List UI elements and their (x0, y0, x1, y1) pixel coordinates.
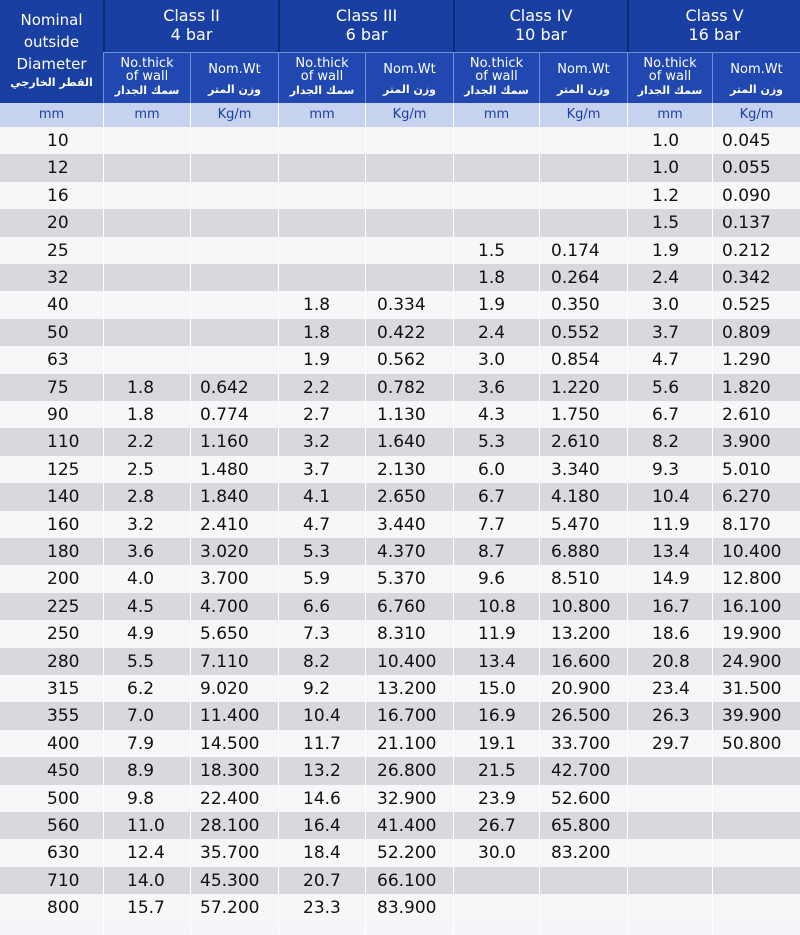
class-v-thickness-cell: 23.4 (652, 679, 690, 699)
diameter-cell: 63 (47, 350, 69, 371)
class-v-weight-header (712, 52, 800, 103)
class-iii-weight-header (365, 52, 453, 103)
table-row (0, 785, 800, 812)
column-divider (539, 127, 540, 935)
class-iii-name: Class III (335, 6, 398, 25)
class-ii-thickness-cell: 12.4 (127, 843, 165, 864)
class-v-thickness-cell: 26.3 (652, 706, 690, 727)
class-iv-thickness-cell: 5.3 (478, 432, 506, 453)
class-v-thickness-cell: 16.7 (652, 596, 690, 617)
class-ii-thickness-cell: 2.8 (127, 487, 155, 508)
column-divider (627, 127, 628, 935)
diameter-cell: 315 (47, 679, 80, 699)
class-iv-weight-cell: 5.470 (551, 514, 600, 535)
class-iv-thickness-cell: 8.7 (478, 542, 506, 562)
class-iii-pressure: 6 bar (345, 25, 388, 44)
class-ii-weight-cell: 9.020 (200, 679, 249, 699)
class-v-weight-cell: 5.010 (722, 459, 771, 480)
table-row (0, 154, 800, 181)
class-v-weight-cell: 31.500 (722, 679, 782, 699)
class-ii-weight-cell: 3.020 (200, 542, 249, 562)
class-iv-weight-unit: Kg/m (539, 103, 627, 127)
class-iii-thickness-cell: 18.4 (303, 843, 341, 864)
class-iv-thickness-cell: 2.4 (478, 322, 506, 343)
class-v-weight-cell: 0.090 (722, 185, 771, 206)
diameter-cell: 800 (47, 898, 80, 919)
diameter-cell: 225 (47, 596, 80, 617)
class-iii-weight-cell: 10.400 (377, 651, 437, 672)
diameter-cell: 450 (47, 761, 80, 782)
class-ii-weight-cell: 5.650 (200, 624, 249, 645)
class-iv-thickness-cell: 19.1 (478, 733, 516, 754)
class-iii-thickness-cell: 11.7 (303, 733, 341, 754)
diameter-cell: 280 (47, 651, 80, 672)
class-iii-weight-cell: 8.310 (377, 624, 426, 645)
class-ii-thickness-unit: mm (103, 103, 190, 127)
table-row (0, 483, 800, 510)
class-iii-weight-cell: 1.130 (377, 405, 426, 425)
class-v-thickness-cell: 29.7 (652, 733, 690, 754)
class-ii-weight-cell: 35.700 (200, 843, 260, 864)
class-ii-weight-cell: 22.400 (200, 788, 260, 809)
class-ii-thickness-cell: 5.5 (127, 651, 155, 672)
class-v-weight-cell: 3.900 (722, 432, 771, 453)
class-ii-weight-cell: 2.410 (200, 514, 249, 535)
class-v-thickness-cell: 3.7 (652, 322, 680, 343)
class-ii-thickness-cell: 1.8 (127, 377, 155, 398)
class-iv-weight-cell: 0.350 (551, 295, 600, 316)
class-iii-weight-cell: 6.760 (377, 596, 426, 617)
class-v-weight-cell: 6.270 (722, 487, 771, 508)
column-divider (103, 127, 104, 935)
class-iii-thickness-cell: 9.2 (303, 679, 331, 699)
diameter-cell: 40 (47, 295, 69, 316)
class-iii-thickness-cell: 1.8 (303, 322, 331, 343)
column-divider (190, 127, 191, 935)
class-v-weight-cell: 50.800 (722, 733, 782, 754)
class-v-thickness-cell: 9.3 (652, 459, 680, 480)
diameter-label-2: outside (23, 33, 80, 51)
class-iv-weight-cell: 4.180 (551, 487, 600, 508)
class-iii-thickness-cell: 2.2 (303, 377, 331, 398)
class-v-weight-cell: 10.400 (722, 542, 782, 562)
class-iv-weight-cell: 8.510 (551, 569, 600, 590)
class-v-thickness-cell: 1.2 (652, 185, 680, 206)
class-ii-weight-cell: 1.160 (200, 432, 249, 453)
class-iii-thickness-cell: 10.4 (303, 706, 341, 727)
class-ii-weight-header (190, 52, 278, 103)
weight-label: Nom.Wt (557, 62, 610, 77)
class-iv-thickness-cell: 15.0 (478, 679, 516, 699)
diameter-cell: 250 (47, 624, 80, 645)
class-iii-weight-cell: 13.200 (377, 679, 437, 699)
diameter-cell: 400 (47, 733, 80, 754)
class-v-weight-cell: 0.525 (722, 295, 771, 316)
diameter-cell: 140 (47, 487, 80, 508)
class-v-weight-cell: 0.137 (722, 213, 771, 234)
class-v-pressure: 16 bar (688, 25, 741, 44)
diameter-cell: 125 (47, 459, 80, 480)
thick-label-2: of wall (648, 69, 692, 84)
class-v-thickness-cell: 20.8 (652, 651, 690, 672)
class-v-thickness-cell: 13.4 (652, 542, 690, 562)
class-iv-thickness-cell: 10.8 (478, 596, 516, 617)
class-ii-weight-cell: 0.774 (200, 405, 249, 425)
table-row (0, 319, 800, 346)
table-row (0, 839, 800, 866)
class-iv-weight-cell: 20.900 (551, 679, 611, 699)
class-iv-thickness-cell: 1.5 (478, 240, 506, 261)
class-iii-weight-cell: 83.900 (377, 898, 437, 919)
diameter-cell: 200 (47, 569, 80, 590)
class-v-weight-cell: 0.055 (722, 158, 771, 179)
table-row (0, 346, 800, 373)
class-iii-weight-cell: 32.900 (377, 788, 437, 809)
class-v-thickness-cell: 14.9 (652, 569, 690, 590)
table-row (0, 511, 800, 538)
class-iv-weight-cell: 3.340 (551, 459, 600, 480)
diameter-cell: 500 (47, 788, 80, 809)
diameter-cell: 90 (47, 405, 69, 425)
class-ii-thickness-cell: 15.7 (127, 898, 165, 919)
thick-label-2: of wall (475, 69, 518, 84)
class-iv-thickness-cell: 1.9 (478, 295, 506, 316)
class-iii-weight-cell: 21.100 (377, 733, 437, 754)
class-iv-weight-cell: 52.600 (551, 788, 611, 809)
class-iii-weight-cell: 1.640 (377, 432, 426, 453)
class-ii-thickness-cell: 4.5 (127, 596, 155, 617)
diameter-cell: 50 (47, 322, 69, 343)
diameter-cell: 12 (47, 158, 69, 179)
class-iii-weight-cell: 2.130 (377, 459, 426, 480)
class-v-weight-cell: 2.610 (722, 405, 771, 425)
class-v-thickness-cell: 6.7 (652, 405, 680, 425)
table-row (0, 182, 800, 209)
class-ii-thickness-header (103, 52, 190, 103)
class-ii-weight-cell: 1.480 (200, 459, 249, 480)
table-row (0, 291, 800, 318)
weight-label-arabic: وزن المتر (730, 83, 783, 96)
class-iv-thickness-cell: 11.9 (478, 624, 516, 645)
class-ii-weight-cell: 18.300 (200, 761, 260, 782)
table-row (0, 648, 800, 675)
diameter-cell: 20 (47, 213, 69, 234)
class-iii-weight-cell: 52.200 (377, 843, 437, 864)
class-iii-thickness-cell: 5.3 (303, 542, 331, 562)
thick-label-1: No.thick (120, 56, 174, 71)
table-row (0, 428, 800, 455)
class-iv-thickness-cell: 26.7 (478, 816, 516, 836)
class-iv-thickness-cell: 21.5 (478, 761, 516, 782)
column-divider (712, 127, 713, 935)
class-v-weight-cell: 8.170 (722, 514, 771, 535)
class-iii-thickness-header (278, 52, 365, 103)
class-iii-weight-cell: 0.782 (377, 377, 426, 398)
class-v-thickness-cell: 4.7 (652, 350, 680, 371)
diameter-cell: 110 (47, 432, 80, 453)
class-iii-thickness-cell: 1.9 (303, 350, 331, 371)
class-v-thickness-cell: 1.9 (652, 240, 680, 261)
class-iv-weight-cell: 10.800 (551, 596, 611, 617)
class-v-weight-cell: 0.212 (722, 240, 771, 261)
table-row (0, 237, 800, 264)
class-ii-pressure: 4 bar (170, 25, 213, 44)
class-iii-weight-cell: 0.422 (377, 322, 426, 343)
thick-label-2: of wall (300, 69, 344, 84)
thick-label-arabic: سمك الجدار (464, 84, 529, 97)
class-iii-thickness-cell: 23.3 (303, 898, 341, 919)
class-ii-weight-cell: 11.400 (200, 706, 260, 727)
class-v-thickness-cell: 1.0 (652, 131, 680, 151)
class-v-thickness-unit: mm (627, 103, 712, 127)
column-divider (278, 127, 279, 935)
diameter-cell: 32 (47, 268, 69, 288)
class-v-thickness-cell: 1.0 (652, 158, 680, 179)
table-row (0, 812, 800, 839)
table-row (0, 456, 800, 483)
class-iv-weight-cell: 2.610 (551, 432, 600, 453)
class-v-weight-cell: 19.900 (722, 624, 782, 645)
diameter-cell: 25 (47, 240, 69, 261)
class-iv-thickness-cell: 6.0 (478, 459, 506, 480)
class-iii-weight-cell: 4.370 (377, 542, 426, 562)
diameter-label-arabic: القطر الخارجي (10, 76, 93, 89)
class-v-thickness-cell: 1.5 (652, 213, 680, 234)
class-iii-thickness-cell: 13.2 (303, 761, 341, 782)
class-iv-weight-cell: 0.264 (551, 268, 600, 288)
class-ii-name: Class II (163, 6, 220, 25)
table-row (0, 757, 800, 784)
class-v-weight-cell: 16.100 (722, 596, 782, 617)
class-iv-thickness-cell: 4.3 (478, 405, 506, 425)
diameter-header (0, 0, 103, 103)
class-iv-thickness-cell: 6.7 (478, 487, 506, 508)
class-v-weight-cell: 39.900 (722, 706, 782, 727)
table-row (0, 538, 800, 565)
class-iii-weight-cell: 5.370 (377, 569, 426, 590)
class-v-thickness-cell: 18.6 (652, 624, 690, 645)
weight-label-arabic: وزن المتر (208, 83, 261, 96)
class-v-thickness-cell: 11.9 (652, 514, 690, 535)
class-iii-header (278, 0, 453, 52)
class-iv-thickness-cell: 1.8 (478, 268, 506, 288)
weight-label-arabic: وزن المتر (557, 83, 610, 96)
class-v-thickness-cell: 2.4 (652, 268, 680, 288)
table-row (0, 675, 800, 702)
class-iv-weight-cell: 0.552 (551, 322, 600, 343)
class-ii-weight-cell: 57.200 (200, 898, 260, 919)
class-iii-thickness-unit: mm (278, 103, 365, 127)
class-ii-thickness-cell: 7.9 (127, 733, 155, 754)
class-v-weight-cell: 12.800 (722, 569, 782, 590)
class-iv-thickness-cell: 9.6 (478, 569, 506, 590)
diameter-label-3: Diameter (16, 55, 87, 73)
class-iii-thickness-cell: 1.8 (303, 295, 331, 316)
class-v-weight-cell: 0.045 (722, 131, 771, 151)
class-iv-thickness-cell: 30.0 (478, 843, 516, 864)
class-iii-thickness-cell: 7.3 (303, 624, 331, 645)
class-ii-thickness-cell: 14.0 (127, 870, 165, 891)
table-row (0, 620, 800, 647)
diameter-unit: mm (38, 107, 65, 122)
class-ii-weight-cell: 14.500 (200, 733, 260, 754)
class-ii-thickness-cell: 9.8 (127, 788, 155, 809)
class-ii-weight-cell: 4.700 (200, 596, 249, 617)
class-iii-weight-cell: 0.334 (377, 295, 426, 316)
diameter-cell: 630 (47, 843, 80, 864)
class-v-name: Class V (685, 6, 744, 25)
diameter-cell: 160 (47, 514, 80, 535)
class-iii-weight-cell: 26.800 (377, 761, 437, 782)
table-row (0, 593, 800, 620)
class-iii-weight-cell: 16.700 (377, 706, 437, 727)
class-v-weight-cell: 1.290 (722, 350, 771, 371)
diameter-cell: 10 (47, 131, 69, 151)
class-ii-thickness-cell: 8.9 (127, 761, 155, 782)
table-row (0, 867, 800, 894)
class-v-weight-cell: 0.809 (722, 322, 771, 343)
class-iv-weight-cell: 83.200 (551, 843, 611, 864)
column-divider (365, 127, 366, 935)
class-v-weight-cell: 1.820 (722, 377, 771, 398)
class-v-thickness-cell: 10.4 (652, 487, 690, 508)
class-ii-thickness-cell: 6.2 (127, 679, 155, 699)
class-v-weight-unit: Kg/m (712, 103, 800, 127)
class-iv-weight-cell: 0.174 (551, 240, 600, 261)
diameter-cell: 710 (47, 870, 80, 891)
class-iii-weight-cell: 41.400 (377, 816, 437, 836)
class-iv-weight-cell: 1.750 (551, 405, 600, 425)
class-iii-weight-cell: 0.562 (377, 350, 426, 371)
class-iv-thickness-header (453, 52, 539, 103)
class-iii-thickness-cell: 5.9 (303, 569, 331, 590)
class-iv-weight-cell: 0.854 (551, 350, 600, 371)
diameter-cell: 560 (47, 816, 80, 836)
thick-label-arabic: سمك الجدار (637, 84, 703, 97)
class-ii-thickness-cell: 2.2 (127, 432, 155, 453)
class-ii-thickness-cell: 1.8 (127, 405, 155, 425)
class-iii-thickness-cell: 6.6 (303, 596, 331, 617)
class-ii-thickness-cell: 4.0 (127, 569, 155, 590)
class-ii-weight-cell: 45.300 (200, 870, 260, 891)
class-iii-weight-cell: 2.650 (377, 487, 426, 508)
class-iii-thickness-cell: 4.7 (303, 514, 331, 535)
class-iii-weight-unit: Kg/m (365, 103, 453, 127)
class-ii-thickness-cell: 2.5 (127, 459, 155, 480)
class-iii-thickness-cell: 14.6 (303, 788, 341, 809)
class-iii-thickness-cell: 2.7 (303, 405, 331, 425)
class-iv-thickness-cell: 7.7 (478, 514, 506, 535)
class-iv-thickness-cell: 13.4 (478, 651, 516, 672)
class-iv-weight-cell: 42.700 (551, 761, 611, 782)
class-iv-thickness-cell: 3.0 (478, 350, 506, 371)
class-ii-weight-cell: 7.110 (200, 651, 249, 672)
table-row (0, 565, 800, 592)
class-iv-weight-header (539, 52, 627, 103)
weight-label: Nom.Wt (730, 62, 783, 77)
weight-label: Nom.Wt (383, 62, 436, 77)
class-ii-weight-cell: 3.700 (200, 569, 249, 590)
class-iv-weight-cell: 26.500 (551, 706, 611, 727)
class-v-header (627, 0, 800, 52)
class-iii-thickness-cell: 16.4 (303, 816, 341, 836)
class-ii-weight-cell: 1.840 (200, 487, 249, 508)
class-iv-header (453, 0, 627, 52)
class-iv-pressure: 10 bar (515, 25, 567, 44)
column-divider (453, 127, 454, 935)
class-iii-thickness-cell: 8.2 (303, 651, 331, 672)
weight-label: Nom.Wt (208, 62, 261, 77)
class-v-thickness-header (627, 52, 712, 103)
diameter-cell: 355 (47, 706, 80, 727)
diameter-cell: 16 (47, 185, 69, 206)
class-iii-weight-cell: 66.100 (377, 870, 437, 891)
weight-label-arabic: وزن المتر (383, 83, 436, 96)
table-row (0, 127, 800, 154)
class-iii-thickness-cell: 3.7 (303, 459, 331, 480)
class-iii-thickness-cell: 20.7 (303, 870, 341, 891)
class-ii-thickness-cell: 4.9 (127, 624, 155, 645)
class-ii-thickness-cell: 7.0 (127, 706, 155, 727)
class-iii-weight-cell: 3.440 (377, 514, 426, 535)
table-row (0, 894, 800, 921)
class-iv-weight-cell: 1.220 (551, 377, 600, 398)
class-iv-weight-cell: 6.880 (551, 542, 600, 562)
thick-label-1: No.thick (295, 56, 349, 71)
table-row (0, 264, 800, 291)
table-row (0, 401, 800, 428)
thick-label-arabic: سمك الجدار (289, 84, 355, 97)
thick-label-2: of wall (125, 69, 169, 84)
class-ii-header (103, 0, 278, 52)
class-ii-weight-cell: 28.100 (200, 816, 260, 836)
diameter-cell: 180 (47, 542, 80, 562)
class-ii-thickness-cell: 11.0 (127, 816, 165, 836)
class-v-thickness-cell: 5.6 (652, 377, 680, 398)
thick-label-1: No.thick (643, 56, 697, 71)
class-iv-thickness-unit: mm (453, 103, 539, 127)
class-v-weight-cell: 0.342 (722, 268, 771, 288)
thick-label-1: No.thick (469, 56, 524, 71)
thick-label-arabic: سمك الجدار (114, 84, 180, 97)
class-iv-weight-cell: 16.600 (551, 651, 611, 672)
class-ii-thickness-cell: 3.6 (127, 542, 155, 562)
class-v-weight-cell: 24.900 (722, 651, 782, 672)
class-iv-weight-cell: 13.200 (551, 624, 611, 645)
class-v-thickness-cell: 8.2 (652, 432, 680, 453)
class-iv-weight-cell: 65.800 (551, 816, 611, 836)
table-row (0, 209, 800, 236)
class-iii-thickness-cell: 3.2 (303, 432, 331, 453)
class-iv-thickness-cell: 16.9 (478, 706, 516, 727)
class-ii-weight-unit: Kg/m (190, 103, 278, 127)
class-iv-weight-cell: 33.700 (551, 733, 611, 754)
class-iv-name: Class IV (509, 6, 573, 25)
class-iii-thickness-cell: 4.1 (303, 487, 331, 508)
diameter-label-1: Nominal (20, 11, 83, 29)
table-row (0, 374, 800, 401)
class-ii-thickness-cell: 3.2 (127, 514, 155, 535)
class-iv-thickness-cell: 3.6 (478, 377, 506, 398)
class-v-thickness-cell: 3.0 (652, 295, 680, 316)
table-row (0, 702, 800, 729)
diameter-cell: 75 (47, 377, 69, 398)
table-row (0, 730, 800, 757)
class-iv-thickness-cell: 23.9 (478, 788, 516, 809)
class-ii-weight-cell: 0.642 (200, 377, 249, 398)
